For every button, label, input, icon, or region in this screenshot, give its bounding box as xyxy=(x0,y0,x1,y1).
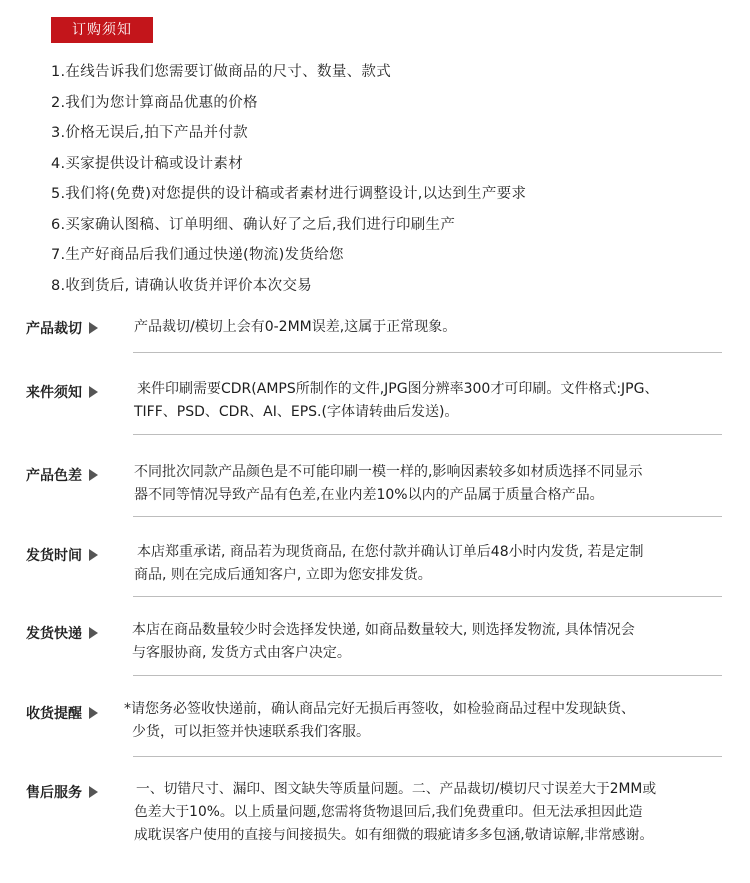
section-text-file-notice xyxy=(134,378,658,424)
section-label-after-sales xyxy=(26,782,98,802)
text-line: 成耽误客户使用的直接与间接损失。如有细微的瑕疵请多多包涵,敬请谅解,非常感谢。 xyxy=(134,827,654,843)
divider xyxy=(133,516,722,517)
text-line: 少货，可以拒签并快速联系我们客服。 xyxy=(132,724,370,740)
section-label-text: 发货快递 xyxy=(26,626,82,642)
text-line: 产品裁切/模切上会有0-2MM误差,这属于正常现象。 xyxy=(134,319,457,335)
section-label-text: 售后服务 xyxy=(26,785,82,801)
section-label-text: 收货提醒 xyxy=(26,706,82,722)
section-label-express xyxy=(26,623,98,643)
section-text-cutting xyxy=(134,316,456,339)
section-label-shipping-time xyxy=(26,545,98,565)
section-label-text: 来件须知 xyxy=(26,385,82,401)
triangle-right-icon xyxy=(89,707,98,719)
section-text-color-diff xyxy=(134,461,642,507)
section-label-text: 发货时间 xyxy=(26,548,82,564)
list-item: 4.买家提供设计稿或设计素材 xyxy=(51,155,244,172)
triangle-right-icon xyxy=(89,469,98,481)
text-line: 色差大于10%。以上质量问题,您需将货物退回后,我们免费重印。但无法承担因此造 xyxy=(134,804,643,820)
section-label-receipt-reminder xyxy=(26,703,98,723)
section-label-color-diff xyxy=(26,465,98,485)
triangle-right-icon xyxy=(89,786,98,798)
triangle-right-icon xyxy=(89,627,98,639)
text-line: 一、切错尺寸、漏印、图文缺失等质量问题。二、产品裁切/模切尺寸误差大于2MM或 xyxy=(136,781,657,797)
divider xyxy=(133,352,722,353)
section-label-file-notice xyxy=(26,382,98,402)
divider xyxy=(133,675,722,676)
divider xyxy=(133,756,722,757)
order-steps-list xyxy=(51,57,526,301)
list-item: 5.我们将(免费)对您提供的设计稿或者素材进行调整设计,以达到生产要求 xyxy=(51,186,527,202)
triangle-right-icon xyxy=(89,386,98,398)
text-line: 不同批次同款产品颜色是不可能印刷一模一样的,影响因素较多如材质选择不同显示 xyxy=(134,464,643,480)
list-item: 2.我们为您计算商品优惠的价格 xyxy=(51,94,258,111)
text-line: *请您务必签收快递前，确认商品完好无损后再签收，如检验商品过程中发现缺货、 xyxy=(124,701,635,717)
text-line: 本店郑重承诺, 商品若为现货商品, 在您付款并确认订单后48小时内发货, 若是定制 xyxy=(137,544,644,560)
section-text-after-sales xyxy=(134,778,656,847)
text-line: TIFF、PSD、CDR、AI、EPS.(字体请转曲后发送)。 xyxy=(134,404,459,420)
section-text-shipping-time xyxy=(134,541,644,587)
triangle-right-icon xyxy=(89,322,98,334)
section-label-cutting xyxy=(26,318,98,338)
section-text-express xyxy=(132,619,635,665)
triangle-right-icon xyxy=(89,549,98,561)
text-line: 器不同等情况导致产品有色差,在业内差10%以内的产品属于质量合格产品。 xyxy=(134,487,604,503)
list-item: 7.生产好商品后我们通过快递(物流)发货给您 xyxy=(51,247,344,263)
text-line: 与客服协商, 发货方式由客户决定。 xyxy=(132,645,351,661)
list-item: 8.收到货后, 请确认收货并评价本次交易 xyxy=(51,277,313,294)
divider xyxy=(133,434,722,435)
divider xyxy=(133,596,722,597)
text-line: 来件印刷需要CDR(AMPS所制作的文件,JPG图分辨率300才可印刷。文件格式:JPG、 xyxy=(137,381,659,397)
text-line: 商品, 则在完成后通知客户, 立即为您安排发货。 xyxy=(134,567,432,583)
text-line: 本店在商品数量较少时会选择发快递, 如商品数量较大, 则选择发物流, 具体情况会 xyxy=(132,622,635,638)
list-item: 6.买家确认图稿、订单明细、确认好了之后,我们进行印刷生产 xyxy=(51,216,456,233)
page-title: 订购须知 xyxy=(51,17,153,43)
list-item: 3.价格无误后,拍下产品并付款 xyxy=(51,125,248,141)
section-label-text: 产品色差 xyxy=(26,468,82,484)
list-item: 1.在线告诉我们您需要订做商品的尺寸、数量、款式 xyxy=(51,64,392,80)
section-text-receipt-reminder xyxy=(124,698,635,744)
section-label-text: 产品裁切 xyxy=(26,321,82,337)
